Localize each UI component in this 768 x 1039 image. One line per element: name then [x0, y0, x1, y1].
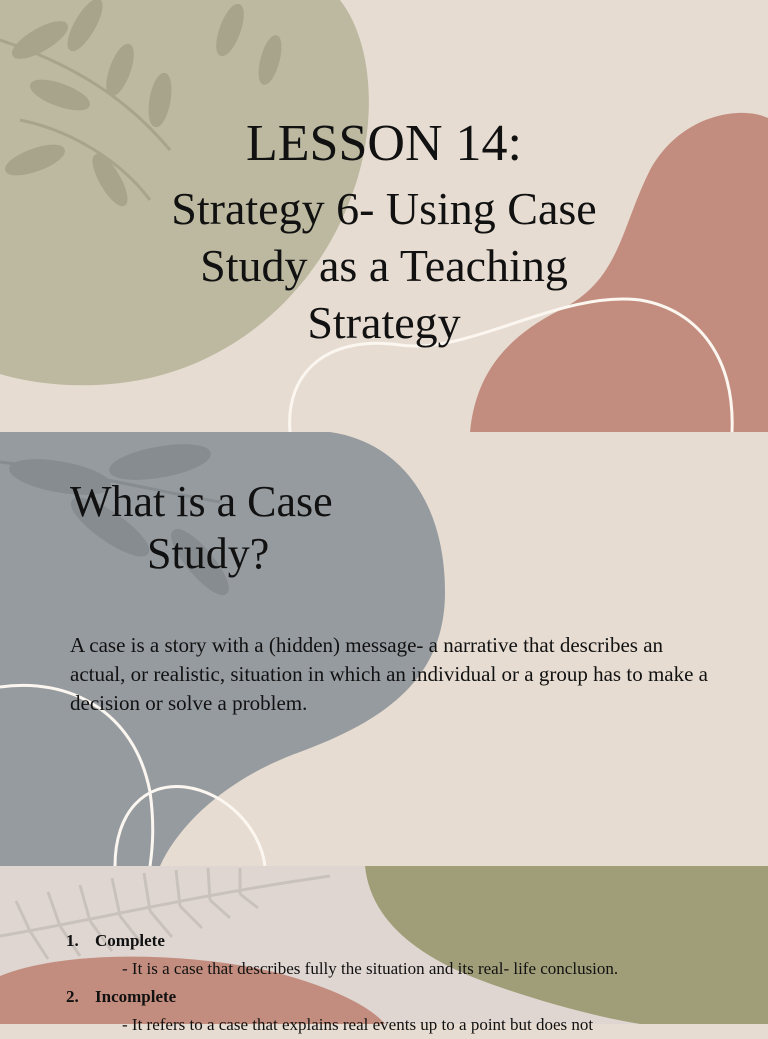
list-item: [66, 983, 618, 1011]
slide-types: [0, 866, 768, 1034]
slide-subtitle: Strategy 6- Using Case Study as a Teaching Strategy: [171, 183, 597, 348]
definition-heading: [70, 476, 333, 580]
definition-body: A case is a story with a (hidden) message- a narrative that describes an actual, or realistic, situation in which an individual or a group has to make a decision or solve a problem.: [70, 633, 708, 715]
case-types-list: [66, 927, 618, 1039]
slide-title: [0, 0, 768, 432]
list-item-label: Complete: [95, 931, 165, 950]
list-item-number: 1.: [66, 931, 79, 950]
list-item-label: Incomplete: [95, 987, 177, 1006]
list-item-number: 2.: [66, 987, 79, 1006]
definition-heading-line1: What is a Case: [70, 477, 333, 526]
slide-title-heading: LESSON 14:: [246, 115, 522, 172]
definition-heading-line2: Study?: [147, 529, 270, 578]
list-item-description: - It refers to a case that explains real events up to a point but does not: [122, 1015, 594, 1034]
slide-definition: [0, 432, 768, 866]
list-item-description: - It is a case that describes fully the situation and its real- life conclusion.: [122, 959, 619, 978]
list-item: [66, 927, 618, 955]
